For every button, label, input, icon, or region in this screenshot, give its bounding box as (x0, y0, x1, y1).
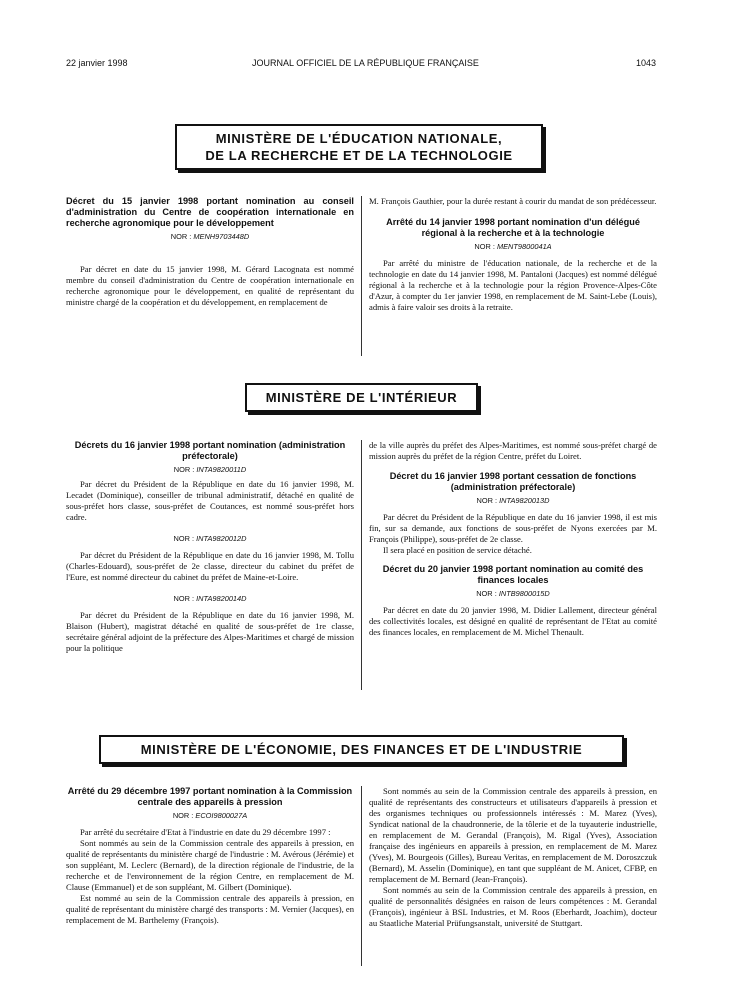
column-right (369, 196, 657, 313)
column-divider (361, 196, 362, 356)
header-journal-title: JOURNAL OFFICIEL DE LA RÉPUBLIQUE FRANÇAISE (252, 58, 479, 68)
ministry-line: MINISTÈRE DE L'ÉDUCATION NATIONALE, (215, 131, 503, 146)
column-left (66, 440, 354, 654)
nor-reference: NOR : INTA9820012D (173, 534, 247, 543)
nor-reference: NOR : INTA9820011D (173, 465, 247, 474)
decree-title: Arrêté du 14 janvier 1998 portant nomination d'un délégué régional à la recherche et à la technologie (386, 217, 640, 238)
decree-body: Sont nommés au sein de la Commission centrale des appareils à pression, en qualité de représentants du ministère chargé de l'industrie : M. Avérous (Jérémie) et son suppléant, M. Leclerc (Bernard), de la direction régionale de l'industrie, de la recherche et de l'environnement de la région Centre, en remplacement de M. Clause (Emmanuel) et de son suppléant, M. Gilbert (Dominique). (66, 838, 354, 892)
ministry-box-education (175, 124, 543, 170)
decree-title: Décret du 20 janvier 1998 portant nomination au comité des finances locales (382, 564, 644, 585)
decree-body: Par arrêté du ministre de l'éducation nationale, de la recherche et de la technologie en date du 14 janvier 1998, M. Pantaloni (Jacques) est nommé délégué régional à la recherche et à la technologie pour la région Provence-Alpes-Côte d'Azur, à compter du 1er janvier 1998, en remplacement de M. Saint-Lebe (Louis), admis à faire valoir ses droits à la retraite. (369, 258, 657, 312)
decree-body: Sont nommés au sein de la Commission centrale des appareils à pression, en qualité de représentants des constructeurs et utilisateurs d'appareils à pression et des organismes techniques ou professionnels intéressés : M. Marez (Yves), Syndicat national de la chaudronnerie, de la tôlerie et de la tuyauterie industrielle, en remplacement de M. Gerandal (François), M. Rigal (Yves), Association française des ingénieurs en appareils à pression, en remplacement de M. Marez (Yves), M. Bourgeois (Gilles), Bureau Veritas, en remplacement de M. Doroszczuk (Bernard), M. Asselin (Dominique), en tant que suppléant de M. Anicet, CFBP, en remplacement de M. Bernard (Jean-François). (369, 786, 657, 884)
nor-reference: NOR : ECOI9800027A (172, 811, 248, 820)
decree-body: Est nommé au sein de la Commission centrale des appareils à pression, en qualité de représentant du ministère chargé des transports : M. Vernier (Jacques), en remplacement de M. Barthelemy (François). (66, 893, 354, 925)
decree-body: Par décret du Président de la République en date du 16 janvier 1998, il est mis fin, sur sa demande, aux fonctions de sous-préfet de Nyons exercées par M. François (Philippe), sous-préfet de 2e classe. (369, 512, 657, 544)
decree-title: Décret du 16 janvier 1998 portant cessation de fonctions (administration préfectorale) (389, 471, 637, 492)
ministry-line: MINISTÈRE DE L'INTÉRIEUR (265, 390, 458, 405)
decree-body: Par décret du Président de la République en date du 16 janvier 1998, M. Tollu (Charles-Edouard), sous-préfet de 2e classe, directeur du cabinet du préfet de l'Eure, est nommé directeur du cabinet du préfet de Maine-et-Loire. (66, 550, 354, 582)
decree-title: Décret du 15 janvier 1998 portant nomination au conseil d'administration du Centre de coopération internationale en recherche agronomique pour le développement (66, 196, 354, 228)
column-left (66, 196, 354, 308)
nor-reference: NOR : INTA9820014D (173, 594, 247, 603)
decree-body: Par décret en date du 15 janvier 1998, M. Gérard Lacognata est nommé membre du conseil d'administration du Centre de coopération internationale en recherche agronomique pour le développement, en qualité de représentant du ministre chargé de la coopération et du développement, en remplacement de (66, 264, 354, 307)
nor-reference: NOR : MENH9703448D (170, 232, 250, 241)
column-right (369, 440, 657, 638)
ministry-box-economie (99, 735, 624, 764)
continued-text: M. François Gauthier, pour la durée restant à courir du mandat de son prédécesseur. (369, 196, 657, 206)
column-divider (361, 786, 362, 966)
continued-text: de la ville auprès du préfet des Alpes-Maritimes, est nommé sous-préfet chargé de mission auprès du préfet de la région Centre, préfet du Loiret. (369, 440, 657, 461)
decree-body: Par décret en date du 20 janvier 1998, M. Didier Lallement, directeur général des collectivités locales, est désigné en qualité de représentant de l'Etat au comité des finances locales, en remplacement de M. Michel Thenault. (369, 605, 657, 637)
ministry-box-interieur (245, 383, 478, 412)
nor-reference: NOR : INTB9800015D (476, 589, 550, 598)
decree-body: Par décret du Président de la République en date du 16 janvier 1998, M. Lecadet (Dominique), conseiller de tribunal administratif, détaché en qualité de sous-préfet hors classe, sous-préfet de Coutances, est nommé sous-préfet hors cadre. (66, 479, 354, 522)
column-right (369, 786, 657, 929)
ministry-line: MINISTÈRE DE L'ÉCONOMIE, DES FINANCES ET DE L'INDUSTRIE (140, 742, 583, 757)
decree-body: Il sera placé en position de service détaché. (383, 545, 532, 555)
ministry-line: DE LA RECHERCHE ET DE LA TECHNOLOGIE (205, 148, 513, 163)
decree-body: Sont nommés au sein de la Commission centrale des appareils à pression, en qualité de personnalités désignées en raison de leurs compétences : M. Gerandal (François), ingénieur à BSL Industries, et M. Roos (Eberhardt, Joachim), docteur au Staatliche Material Prüfungsanstalt, université de Stuttgart. (369, 885, 657, 928)
decree-body: Par arrêté du secrétaire d'Etat à l'industrie en date du 29 décembre 1997 : (80, 827, 331, 837)
column-divider (361, 440, 362, 690)
decree-body: Par décret du Président de la République en date du 16 janvier 1998, M. Blaison (Hubert), magistrat détaché en qualité de sous-préfet de 1re classe, secrétaire général adjoint de la préfecture des Alpes-Maritimes et chargé de mission pour la politique (66, 610, 354, 653)
nor-reference: NOR : MENT9800041A (474, 242, 552, 251)
nor-reference: NOR : INTA9820013D (476, 496, 550, 505)
header-date: 22 janvier 1998 (66, 58, 128, 68)
column-left (66, 786, 354, 926)
decree-title: Arrêté du 29 décembre 1997 portant nomination à la Commission centrale des appareils à pression (67, 786, 353, 807)
decree-title: Décrets du 16 janvier 1998 portant nomination (administration préfectorale) (74, 440, 346, 461)
header-page-number: 1043 (636, 58, 657, 68)
